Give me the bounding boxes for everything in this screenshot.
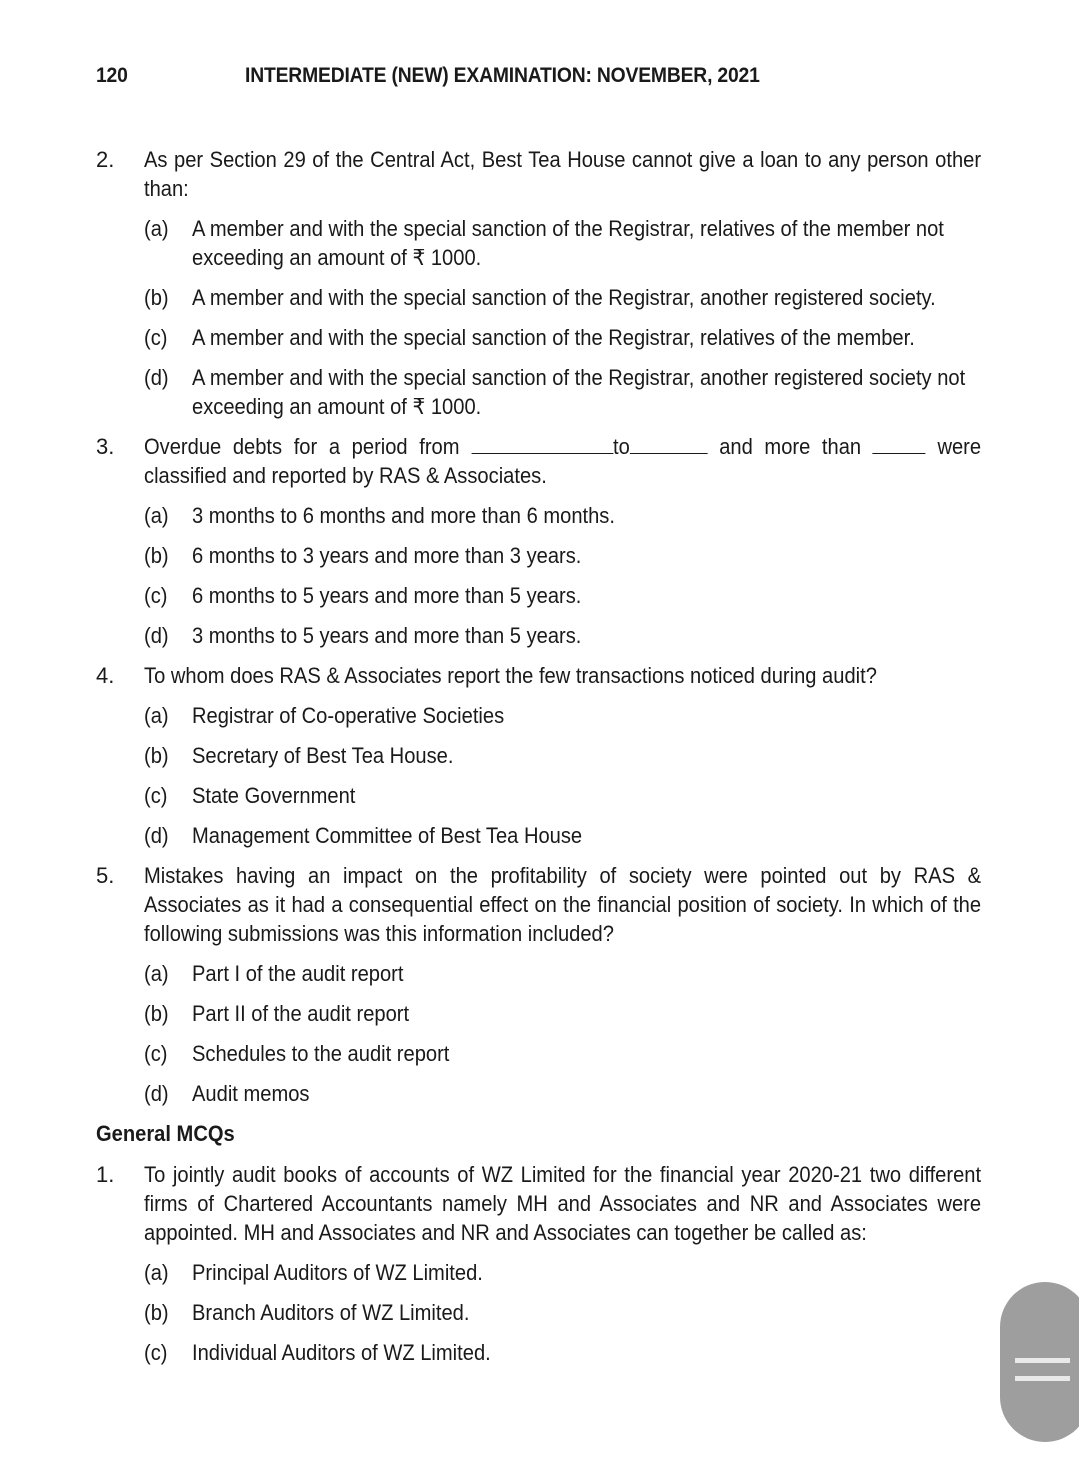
option-label: (b) xyxy=(144,1001,169,1026)
page-number: 120 xyxy=(96,64,128,87)
option-label: (a) xyxy=(144,961,169,986)
question-3-options xyxy=(144,501,981,650)
page-header xyxy=(96,64,758,94)
question-text-part: and more than xyxy=(707,434,873,459)
question-2 xyxy=(96,145,981,203)
drag-handle-icon xyxy=(1015,1376,1070,1381)
option-text: Schedules to the audit report xyxy=(192,1041,450,1066)
option-label: (c) xyxy=(144,1041,168,1066)
option-text: Secretary of Best Tea House. xyxy=(192,743,454,768)
option-label: (b) xyxy=(144,1300,169,1325)
question-number: 2. xyxy=(96,147,115,172)
option-text: Audit memos xyxy=(192,1081,310,1106)
general-question-1 xyxy=(96,1160,981,1247)
option-text: A member and with the special sanction of the Registrar, another registered society not exceeding an amount of ₹ 1000. xyxy=(192,365,966,419)
section-heading: General MCQs xyxy=(96,1121,235,1146)
option-c xyxy=(144,1338,981,1367)
option-b xyxy=(144,1298,981,1327)
option-b xyxy=(144,541,981,570)
question-number: 5. xyxy=(96,863,115,888)
option-text: 6 months to 5 years and more than 5 years. xyxy=(192,583,582,608)
option-c xyxy=(144,1039,981,1068)
question-number: 3. xyxy=(96,434,115,459)
option-c xyxy=(144,581,981,610)
option-text: Registrar of Co-operative Societies xyxy=(192,703,505,728)
option-label: (b) xyxy=(144,285,169,310)
question-text: Mistakes having an impact on the profitability of society were pointed out by RAS & Associates as it had a consequential effect on the financial position of society. In which of the following submissions was this information included? xyxy=(144,863,982,946)
option-text: A member and with the special sanction of the Registrar, another registered society. xyxy=(192,285,936,310)
scrollbar-handle[interactable] xyxy=(1000,1282,1079,1442)
fill-blank xyxy=(873,433,926,454)
option-label: (d) xyxy=(144,365,169,390)
page-title: INTERMEDIATE (NEW) EXAMINATION: NOVEMBER, 2021 xyxy=(245,64,760,87)
fill-blank xyxy=(630,433,708,454)
option-text: Individual Auditors of WZ Limited. xyxy=(192,1340,491,1365)
option-a xyxy=(144,501,981,530)
option-label: (a) xyxy=(144,1260,169,1285)
option-d xyxy=(144,363,981,421)
option-a xyxy=(144,1258,981,1287)
option-label: (d) xyxy=(144,623,169,648)
option-label: (d) xyxy=(144,1081,169,1106)
question-4-options xyxy=(144,701,981,850)
option-label: (c) xyxy=(144,783,168,808)
option-text: 3 months to 6 months and more than 6 months. xyxy=(192,503,615,528)
option-label: (d) xyxy=(144,823,169,848)
question-5 xyxy=(96,861,981,948)
option-label: (a) xyxy=(144,703,169,728)
drag-handle-icon xyxy=(1015,1358,1070,1363)
option-d xyxy=(144,621,981,650)
question-text-part: were classified and reported by RAS & Associates. xyxy=(144,434,982,488)
option-label: (a) xyxy=(144,216,169,241)
option-a xyxy=(144,701,981,730)
question-text-part: to xyxy=(612,434,630,459)
option-label: (c) xyxy=(144,1340,168,1365)
option-d xyxy=(144,1079,981,1108)
option-text: Part I of the audit report xyxy=(192,961,404,986)
option-b xyxy=(144,283,981,312)
question-4 xyxy=(96,661,981,690)
option-text: A member and with the special sanction of the Registrar, relatives of the member not exceeding an amount of ₹ 1000. xyxy=(192,216,944,270)
option-text: Part II of the audit report xyxy=(192,1001,410,1026)
option-text: 3 months to 5 years and more than 5 years. xyxy=(192,623,582,648)
question-text xyxy=(144,432,981,490)
question-text: As per Section 29 of the Central Act, Best Tea House cannot give a loan to any person other than: xyxy=(144,147,982,201)
option-text: Branch Auditors of WZ Limited. xyxy=(192,1300,470,1325)
question-text: To jointly audit books of accounts of WZ Limited for the financial year 2020-21 two different firms of Chartered Accountants namely MH and Associates and NR and Associates were appointed. MH and Associates and NR and Associates can together be called as: xyxy=(144,1162,982,1245)
option-a xyxy=(144,959,981,988)
option-label: (b) xyxy=(144,743,169,768)
question-3 xyxy=(96,432,981,490)
option-label: (c) xyxy=(144,583,168,608)
question-5-options xyxy=(144,959,981,1108)
option-c xyxy=(144,323,981,352)
general-question-1-options xyxy=(144,1258,981,1367)
fill-blank xyxy=(471,433,613,454)
option-b xyxy=(144,741,981,770)
option-b xyxy=(144,999,981,1028)
option-c xyxy=(144,781,981,810)
question-text: To whom does RAS & Associates report the few transactions noticed during audit? xyxy=(144,663,877,688)
question-text-part: Overdue debts for a period from xyxy=(144,434,472,459)
option-text: Principal Auditors of WZ Limited. xyxy=(192,1260,483,1285)
option-text: A member and with the special sanction of the Registrar, relatives of the member. xyxy=(192,325,915,350)
option-text: 6 months to 3 years and more than 3 years. xyxy=(192,543,582,568)
option-text: State Government xyxy=(192,783,356,808)
question-2-options xyxy=(144,214,981,421)
option-label: (b) xyxy=(144,543,169,568)
option-label: (a) xyxy=(144,503,169,528)
option-a xyxy=(144,214,981,272)
option-d xyxy=(144,821,981,850)
page-content xyxy=(96,145,981,1378)
question-number: 1. xyxy=(96,1162,115,1187)
option-label: (c) xyxy=(144,325,168,350)
question-number: 4. xyxy=(96,663,115,688)
option-text: Management Committee of Best Tea House xyxy=(192,823,583,848)
